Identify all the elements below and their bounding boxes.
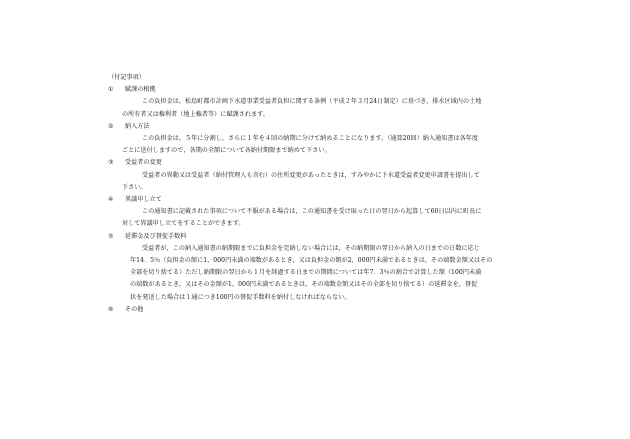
section-label: 受益者の変更 <box>125 159 162 167</box>
body-line: 状を発送した場合は１通につき100円の督促手数料を納付しなければならない。 <box>130 293 351 301</box>
section-number: ① <box>108 86 114 94</box>
section-label: 納入方法 <box>125 122 150 130</box>
section-body <box>108 206 588 230</box>
body-line: の端数があるとき，又はその金額が1，000円未満であるときは，その端数金額又はその全部を切り捨てる）の延滞金を，督促 <box>130 281 478 289</box>
section-label: 異議申し立て <box>125 196 162 204</box>
section-other <box>108 304 588 316</box>
notes-document <box>108 72 588 316</box>
section-number: ⑥ <box>108 305 114 313</box>
section-title <box>108 84 588 96</box>
body-line: この負担金は，５年に分割し，さらに１年を４回の納期に分けて納めることになります。（通算20回）納入通知書は各年度 <box>142 135 479 143</box>
section-number: ③ <box>108 159 114 167</box>
section-beneficiary-change <box>108 157 588 194</box>
section-title <box>108 194 588 206</box>
body-line: 受益者が，この納入通知書の納期限までに負担金を完納しない場合には，その納期限の翌日から納入の日までの日数に応じ <box>142 244 480 252</box>
body-line: ごとに送付しますので，各期の全額について各納付期限まで納めて下さい。 <box>122 147 331 155</box>
section-number: ⑤ <box>108 232 114 240</box>
section-title <box>108 231 588 243</box>
section-title <box>108 157 588 169</box>
body-line: この負担金は，松島町都市計画下水道事業受益者負担に関する条例（平成２年３月24日制定）に基づき，排水区域内の土地 <box>142 98 482 106</box>
body-line: 受益者の異動又は受益者（納付管理人も含む）の住所変更があったときは，すみやかに下水道受益者変更申請書を提出して <box>142 171 480 179</box>
body-line: 年14．5％（負担金の額に1，000円未満の端数があるとき，又は負担金の額が2，000円未満であるときは，その端数金額又はその <box>130 257 493 265</box>
section-body <box>108 170 588 194</box>
section-body <box>108 243 588 304</box>
section-late-fees <box>108 231 588 304</box>
body-line: 下さい。 <box>122 183 147 191</box>
section-label: 延滞金及び督促手数料 <box>125 232 187 240</box>
section-objection <box>108 194 588 231</box>
body-line: 全部を切り捨てる）ただし納期限の翌日から１月を経過する日までの期間については年7．3％の割合で計算した額（100円未満 <box>130 269 482 277</box>
body-line: の所有者又は権利者（地上権者等）に賦課されます。 <box>122 110 269 118</box>
notes-heading: （付記事項） <box>108 74 145 81</box>
section-title <box>108 304 588 316</box>
section-label: その他 <box>125 305 144 313</box>
section-payment-method <box>108 121 588 158</box>
section-label: 賦課の根拠 <box>125 86 156 94</box>
section-number: ④ <box>108 196 114 204</box>
section-title <box>108 121 588 133</box>
section-basis <box>108 84 588 121</box>
body-line: 対して異議申し立てをすることができます。 <box>122 220 245 228</box>
section-body <box>108 96 588 120</box>
body-line: この通知書に記載された事項について不服がある場合は，この通知書を受け取った日の翌日から起算して60日以内に町長に <box>142 208 482 216</box>
section-number: ② <box>108 122 114 130</box>
section-body <box>108 133 588 157</box>
